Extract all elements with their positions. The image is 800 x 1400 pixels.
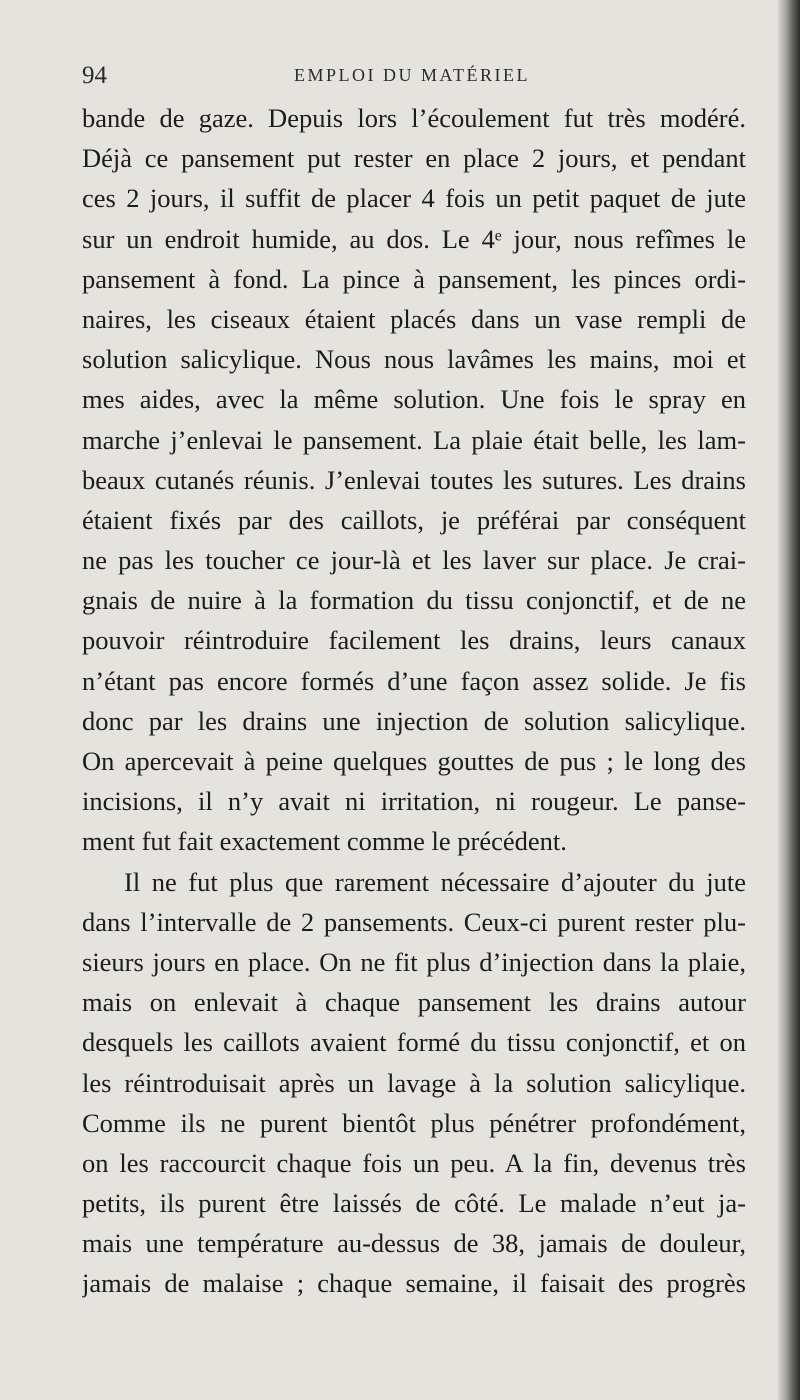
page-number: 94 xyxy=(82,62,107,89)
text-line: pouvoir réintroduire facilement les drains, leurs canaux xyxy=(82,625,746,656)
running-title: EMPLOI DU MATÉRIEL xyxy=(294,65,530,85)
text-line: ne pas les toucher ce jour-là et les laver sur place. Je crai- xyxy=(82,545,746,576)
text-line: gnais de nuire à la formation du tissu conjonctif, et de ne xyxy=(82,585,746,616)
text-line: sieurs jours en place. On ne fit plus d’injection dans la plaie, xyxy=(82,946,746,977)
text-line: n’étant pas encore formés d’une façon assez solide. Je fis xyxy=(82,665,746,696)
text-line: mes aides, avec la même solution. Une fois le spray en xyxy=(82,384,746,415)
text-line: bande de gaze. Depuis lors l’écoulement fut très modéré. xyxy=(82,103,746,133)
text-line: Comme ils ne purent bientôt plus pénétrer profondément, xyxy=(82,1107,746,1138)
text-line: beaux cutanés réunis. J’enlevai toutes les sutures. Les drains xyxy=(82,464,746,495)
text-line: jamais de malaise ; chaque semaine, il faisait des progrès xyxy=(82,1268,746,1299)
text-line: on les raccourcit chaque fois un peu. A la fin, devenus très xyxy=(82,1147,746,1178)
body-text xyxy=(82,98,746,1304)
text-line: Déjà ce pansement put rester en place 2 jours, et pendant xyxy=(82,143,746,174)
text-line: sur un endroit humide, au dos. Le 4ᵉ jour, nous refîmes le xyxy=(82,223,746,254)
text-line: petits, ils purent être laissés de côté. Le malade n’eut ja- xyxy=(82,1188,746,1219)
text-line: mais on enlevait à chaque pansement les drains autour xyxy=(82,987,746,1018)
text-line: solution salicylique. Nous nous lavâmes les mains, moi et xyxy=(82,344,746,375)
text-line: pansement à fond. La pince à pansement, les pinces ordi- xyxy=(82,263,746,294)
text-line: naires, les ciseaux étaient placés dans un vase rempli de xyxy=(82,303,746,334)
text-line: dans l’intervalle de 2 pansements. Ceux-ci purent rester plu- xyxy=(82,906,746,937)
text-line: donc par les drains une injection de solution salicylique. xyxy=(82,705,746,736)
text-line: desquels les caillots avaient formé du tissu conjonctif, et on xyxy=(82,1027,746,1058)
text-line: étaient fixés par des caillots, je préférai par conséquent xyxy=(82,504,746,535)
text-line: On apercevait à peine quelques gouttes de pus ; le long des xyxy=(82,746,746,776)
page-edge-shadow xyxy=(778,0,800,1400)
text-line: marche j’enlevai le pansement. La plaie était belle, les lam- xyxy=(82,424,746,455)
text-line: ces 2 jours, il suffit de placer 4 fois un petit paquet de jute xyxy=(82,183,746,214)
text-line: incisions, il n’y avait ni irritation, ni rougeur. Le panse- xyxy=(82,786,746,817)
running-head xyxy=(82,62,742,92)
text-line: mais une température au-dessus de 38, jamais de douleur, xyxy=(82,1228,746,1259)
text-line: les réintroduisait après un lavage à la solution salicylique. xyxy=(82,1067,746,1098)
paragraph-start-line: Il ne fut plus que rarement nécessaire d’ajouter du jute xyxy=(124,866,746,897)
paragraph-end-line: ment fut fait exactement comme le précédent. xyxy=(82,826,567,857)
